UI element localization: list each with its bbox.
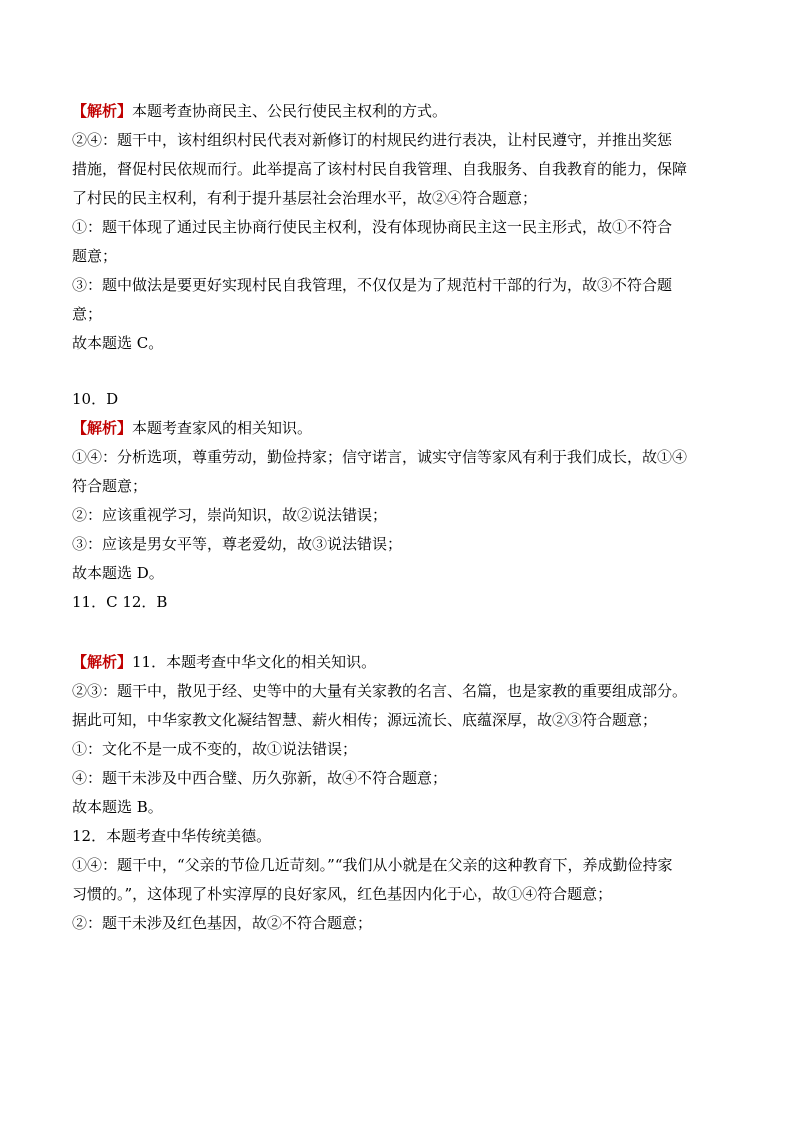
text-line bbox=[72, 851, 732, 880]
text-line bbox=[72, 909, 732, 938]
text-line bbox=[72, 126, 732, 155]
text-line bbox=[72, 155, 732, 184]
text-line bbox=[72, 559, 732, 588]
answer-block-10-12 bbox=[72, 385, 732, 617]
answer-block-9 bbox=[72, 97, 732, 358]
line-text: 措施，督促村民依规而行。此举提高了该村村民自我管理、自我服务、自我教育的能力，保障 bbox=[72, 160, 688, 178]
text-line bbox=[72, 793, 732, 822]
text-line bbox=[72, 329, 732, 358]
line-text: ①：文化不是一成不变的，故①说法错误； bbox=[72, 740, 358, 758]
line-text: 本题考查家风的相关知识。 bbox=[132, 419, 313, 437]
line-text: 故本题选 B。 bbox=[72, 798, 163, 816]
document-page bbox=[72, 97, 732, 938]
text-line bbox=[72, 385, 732, 414]
text-line bbox=[72, 97, 732, 126]
line-text: ②：题干未涉及红色基因，故②不符合题意； bbox=[72, 914, 373, 932]
line-text: 10．D bbox=[72, 390, 119, 408]
text-line bbox=[72, 880, 732, 909]
text-line bbox=[72, 588, 732, 617]
line-text: 故本题选 C。 bbox=[72, 334, 164, 352]
answer-block-11-12-analysis bbox=[72, 648, 732, 938]
analysis-tag: 【解析】 bbox=[72, 419, 133, 437]
text-line bbox=[72, 271, 732, 300]
line-text: ②：应该重视学习，崇尚知识，故②说法错误； bbox=[72, 506, 388, 524]
text-line bbox=[72, 501, 732, 530]
line-text: 11．本题考查中华文化的相关知识。 bbox=[132, 653, 377, 671]
line-text: ①：题干体现了通过民主协商行使民主权利，没有体现协商民主这一民主形式，故①不符合 bbox=[72, 218, 673, 236]
line-text: ②③：题干中，散见于经、史等中的大量有关家教的名言、名篇，也是家教的重要组成部分。 bbox=[72, 682, 688, 700]
line-text: 了村民的民主权利，有利于提升基层社会治理水平，故②④符合题意； bbox=[72, 189, 538, 207]
line-text: ③：应该是男女平等，尊老爱幼，故③说法错误； bbox=[72, 535, 403, 553]
text-line bbox=[72, 677, 732, 706]
text-line bbox=[72, 414, 732, 443]
spacer bbox=[72, 617, 732, 648]
line-text: 11．C 12．B bbox=[72, 593, 168, 611]
line-text: 意； bbox=[72, 305, 103, 323]
line-text: ①④：题干中，“父亲的节俭几近苛刻。”“我们从小就是在父亲的这种教育下，养成勤俭持家 bbox=[72, 856, 673, 874]
line-text: 符合题意； bbox=[72, 477, 148, 495]
text-line bbox=[72, 242, 732, 271]
line-text: 题意； bbox=[72, 247, 118, 265]
text-line bbox=[72, 735, 732, 764]
text-line bbox=[72, 530, 732, 559]
text-line bbox=[72, 300, 732, 329]
text-line bbox=[72, 472, 732, 501]
line-text: 据此可知，中华家教文化凝结智慧、薪火相传；源远流长、底蕴深厚，故②③符合题意； bbox=[72, 711, 658, 729]
line-text: 12．本题考查中华传统美德。 bbox=[72, 827, 272, 845]
line-text: ④：题干未涉及中西合璧、历久弥新，故④不符合题意； bbox=[72, 769, 448, 787]
text-line bbox=[72, 443, 732, 472]
line-text: ③：题中做法是要更好实现村民自我管理，不仅仅是为了规范村干部的行为，故③不符合题 bbox=[72, 276, 673, 294]
line-text: 习惯的。”，这体现了朴实淳厚的良好家风，红色基因内化于心，故①④符合题意； bbox=[72, 885, 613, 903]
text-line bbox=[72, 764, 732, 793]
text-line bbox=[72, 213, 732, 242]
analysis-tag: 【解析】 bbox=[72, 653, 133, 671]
text-line bbox=[72, 822, 732, 851]
line-text: 故本题选 D。 bbox=[72, 564, 164, 582]
line-text: ②④：题干中，该村组织村民代表对新修订的村规民约进行表决，让村民遵守，并推出奖惩 bbox=[72, 131, 673, 149]
text-line bbox=[72, 184, 732, 213]
line-text: ①④：分析选项，尊重劳动，勤俭持家；信守诺言，诚实守信等家风有利于我们成长，故①④ bbox=[72, 448, 688, 466]
spacer bbox=[72, 358, 732, 385]
text-line bbox=[72, 706, 732, 735]
line-text: 本题考查协商民主、公民行使民主权利的方式。 bbox=[132, 102, 448, 120]
analysis-tag: 【解析】 bbox=[72, 102, 133, 120]
text-line bbox=[72, 648, 732, 677]
